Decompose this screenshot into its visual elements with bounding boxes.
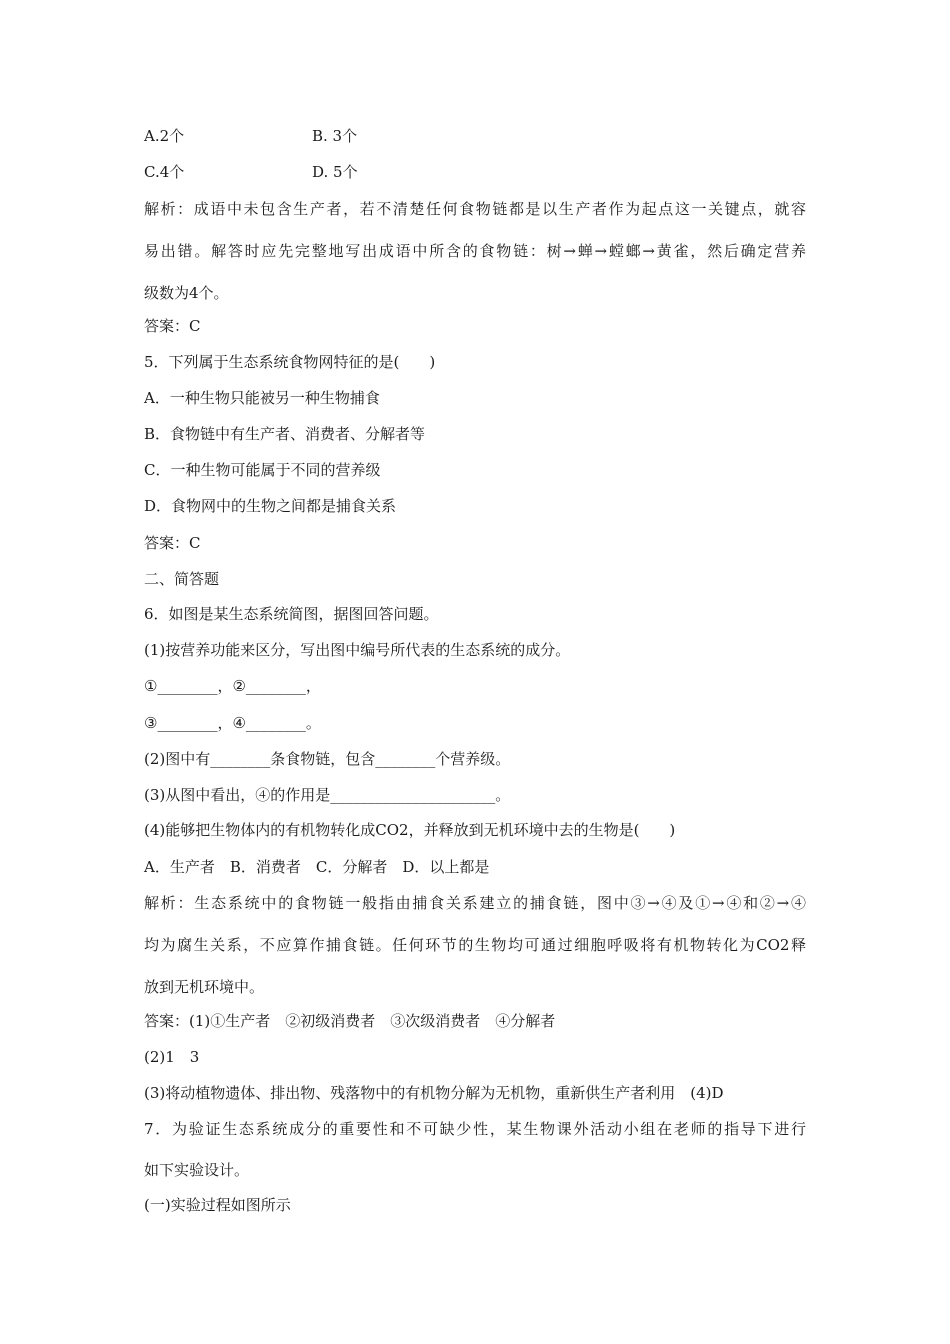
q4-analysis-line3: 级数为4个。	[144, 284, 229, 302]
q4-option-c: C.4个	[144, 163, 185, 181]
q4-analysis-line1: 解析：成语中未包含生产者，若不清楚任何食物链都是以生产者作为起点这一关键点，就容	[144, 200, 806, 218]
q4-option-b: B. 3个	[312, 127, 358, 145]
q7-question-line2: 如下实验设计。	[144, 1161, 250, 1179]
q4-answer: 答案：C	[144, 317, 201, 335]
q6-options: A．生产者 B．消费者 C．分解者 D．以上都是	[144, 858, 490, 876]
q6-answer-line1: 答案：(1)①生产者 ②初级消费者 ③次级消费者 ④分解者	[144, 1012, 556, 1030]
q5-option-b: B．食物链中有生产者、消费者、分解者等	[144, 425, 426, 443]
q4-analysis-line2: 易出错。解答时应先完整地写出成语中所含的食物链：树→蝉→螳螂→黄雀，然后确定营养	[144, 242, 806, 260]
q4-option-a: A.2个	[144, 127, 185, 145]
q5-option-d: D．食物网中的生物之间都是捕食关系	[144, 497, 397, 515]
q7-part1: (一)实验过程如图所示	[144, 1196, 291, 1214]
q5-answer: 答案：C	[144, 534, 201, 552]
q6-analysis-line3: 放到无机环境中。	[144, 978, 265, 996]
q5-option-c: C．一种生物可能属于不同的营养级	[144, 461, 381, 479]
q5-question: 5．下列属于生态系统食物网特征的是( )	[144, 353, 436, 371]
section-heading: 二、简答题	[144, 570, 220, 588]
q6-answer-line3: (3)将动植物遗体、排出物、残落物中的有机物分解为无机物，重新供生产者利用 (4)D	[144, 1084, 724, 1102]
q6-answer-line2: (2)1 3	[144, 1048, 200, 1066]
q6-blank-line2: ③________，④________。	[144, 714, 321, 732]
q5-option-a: A．一种生物只能被另一种生物捕食	[144, 389, 380, 407]
q6-blank-line1: ①________，②________，	[144, 677, 321, 695]
q4-option-d: D. 5个	[312, 163, 358, 181]
q6-sub2: (2)图中有________条食物链，包含________个营养级。	[144, 750, 511, 768]
q6-analysis-line1: 解析：生态系统中的食物链一般指由捕食关系建立的捕食链，图中③→④及①→④和②→④	[144, 894, 806, 912]
q7-question-line1: 7．为验证生态系统成分的重要性和不可缺少性，某生物课外活动小组在老师的指导下进行	[144, 1120, 806, 1138]
q6-sub1: (1)按营养功能来区分，写出图中编号所代表的生态系统的成分。	[144, 641, 571, 659]
q6-sub4: (4)能够把生物体内的有机物转化成CO2，并释放到无机环境中去的生物是( )	[144, 821, 676, 839]
q6-sub3: (3)从图中看出，④的作用是______________________。	[144, 786, 511, 804]
q6-question: 6．如图是某生态系统简图，据图回答问题。	[144, 605, 439, 623]
q6-analysis-line2: 均为腐生关系，不应算作捕食链。任何环节的生物均可通过细胞呼吸将有机物转化为CO2释	[144, 936, 806, 954]
